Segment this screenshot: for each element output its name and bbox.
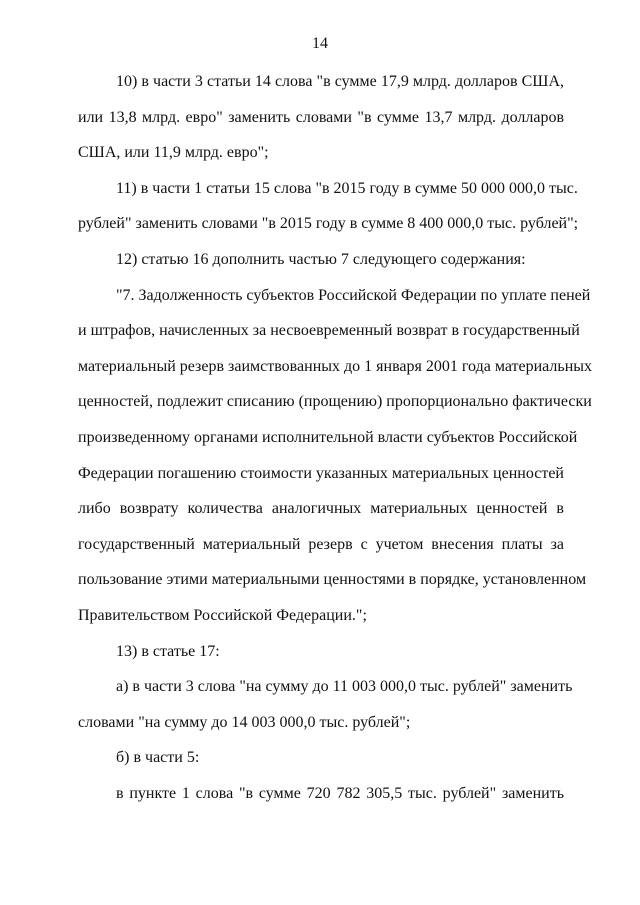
text-line: 10) в части 3 статьи 14 слова "в сумме 17,9 млрд. долларов США, (116, 73, 564, 90)
document-body (78, 64, 593, 811)
text-line: Правительством Российской Федерации."; (78, 606, 367, 624)
text-line: США, или 11,9 млрд. евро"; (78, 144, 269, 162)
text-line: либо возврату количества аналогичных материальных ценностей в (78, 500, 564, 518)
page-number: 14 (312, 35, 328, 52)
text-line: пользование этими материальными ценностями в порядке, установленном (78, 571, 587, 589)
text-line: или 13,8 млрд. евро" заменить словами "в сумме 13,7 млрд. долларов (78, 108, 564, 126)
text-line: и штрафов, начисленных за несвоевременный возврат в государственный (78, 322, 580, 340)
text-line: в пункте 1 слова "в сумме 720 782 305,5 тыс. рублей" заменить (116, 784, 564, 802)
text-line: произведенному органами исполнительной власти субъектов Российской (78, 428, 578, 446)
text-line: 11) в части 1 статьи 15 слова "в 2015 году в сумме 50 000 000,0 тыс. (116, 179, 578, 197)
text-line: 12) статью 16 дополнить частью 7 следующего содержания: (116, 250, 526, 268)
text-line: 13) в статье 17: (116, 642, 220, 660)
text-line: Федерации погашению стоимости указанных материальных ценностей (78, 464, 564, 482)
text-line: рублей" заменить словами "в 2015 году в сумме 8 400 000,0 тыс. рублей"; (78, 215, 579, 233)
text-line: государственный материальный резерв с учетом внесения платы за (78, 535, 564, 553)
text-line: "7. Задолженность субъектов Российской Федерации по уплате пеней (116, 286, 591, 304)
text-line: материальный резерв заимствованных до 1 января 2001 года материальных (78, 357, 593, 375)
text-line: словами "на сумму до 14 003 000,0 тыс. рублей"; (78, 713, 411, 731)
text-line: ценностей, подлежит списанию (прощению) пропорционально фактически (78, 393, 592, 411)
text-line: б) в части 5: (116, 749, 200, 767)
text-line: а) в части 3 слова "на сумму до 11 003 000,0 тыс. рублей" заменить (116, 678, 573, 696)
